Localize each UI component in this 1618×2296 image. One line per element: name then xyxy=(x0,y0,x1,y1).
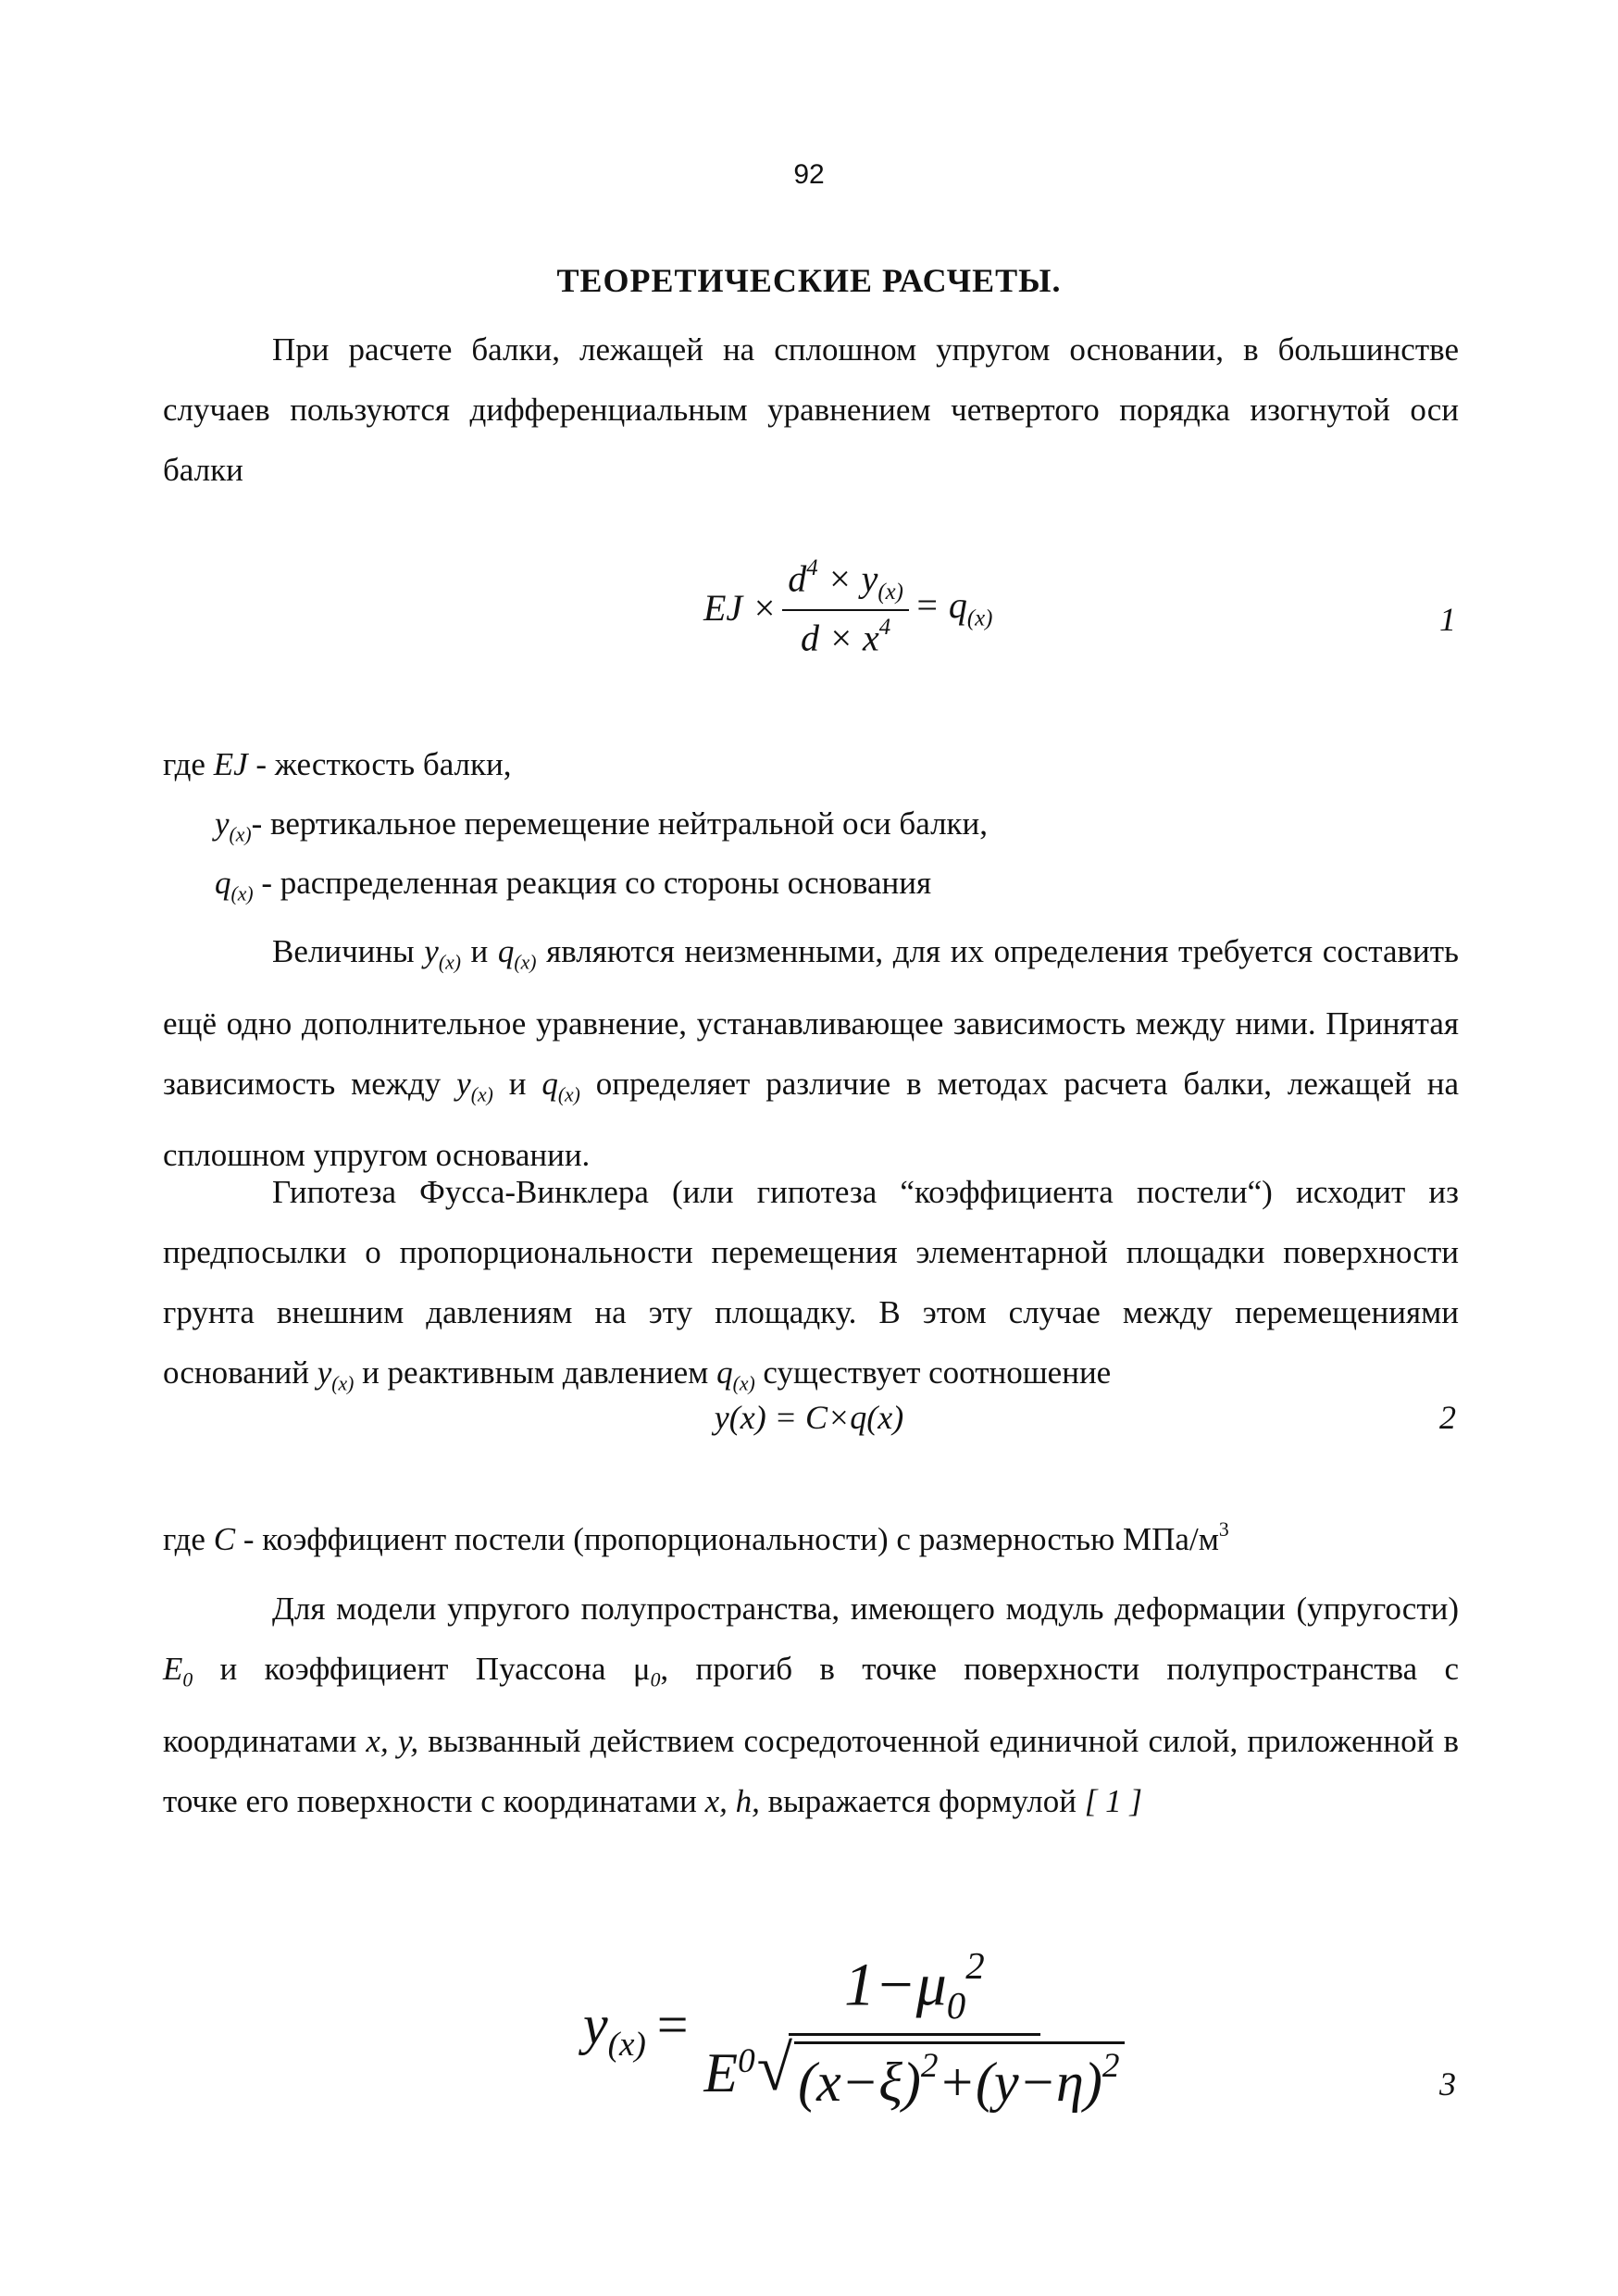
sqrt-icon: √ xyxy=(756,2032,793,2104)
eq1-denominator: $d \times x^4$ xyxy=(800,615,891,659)
page-number: 92 xyxy=(793,159,825,190)
definition-y: $y_{(x)}-$ вертикальное перемещение нейтральной оси балки, xyxy=(215,805,989,846)
equation-2: y(x) = C×q(x) xyxy=(714,1399,904,1436)
eq1-fraction xyxy=(782,555,909,659)
paragraph-quantities: Величины $y_{(x)}$ и $q_{(x)}$ являются неизменными, для их определения требуется составить ещё одно дополнительное уравнение, устанавливающее зависимость между ними. Принятая зависимость между $y_{(x)}$ и $q_{(x)}$ определяет различие в методах расчета балки, лежащей на сплошном упругом основании. xyxy=(163,933,1459,1174)
eq1-lhs: EJ × xyxy=(703,586,778,629)
eq1-numerator: $d^4 \times y_{(x)}$ xyxy=(782,555,909,611)
paragraph-winkler-hypothesis: Гипотеза Фусса-Винклера (или гипотеза “коэффициента постели“) исходит из предпосылки о пропорциональности перемещения элементарной площадки поверхности грунта внешним давлениям на эту площадку. В этом случае между перемещениями оснований $y_{(x)}$ и реактивным давлением $q_{(x)}$ существует соотношение xyxy=(163,1174,1459,1395)
equation-1 xyxy=(703,555,992,659)
eq3-fraction xyxy=(703,1944,1125,2115)
equation-3 xyxy=(583,1944,1125,2115)
eq3-radicand: $(x-\xi)^2+(y-\eta)^2$ xyxy=(794,2041,1125,2115)
eq3-numerator: $1-\mu_0^2$ xyxy=(789,1944,1040,2036)
eq3-denominator: E $^0$ √ $(x-\xi)^2+(y-\eta)^2$ xyxy=(703,2036,1125,2115)
paragraph-elastic-halfspace: Для модели упругого полупространства, имеющего модуль деформации (упругости) $E_0$ и коэффициент Пуассона $\mu_0$, прогиб в точке поверхности полупространства с координатами x, y, вызванный действием сосредоточенной единичной силой, приложенной в точке его поверхности с координатами x, h, выражается формулой [ 1 ] xyxy=(163,1591,1460,1819)
equation-1-number: 1 xyxy=(1439,601,1456,638)
equation-3-number: 3 xyxy=(1439,2065,1456,2103)
section-heading: ТЕОРЕТИЧЕСКИЕ РАСЧЕТЫ. xyxy=(556,262,1062,299)
paragraph-intro: При расчете балки, лежащей на сплошном упругом основании, в большинстве случаев пользуются дифференциальным уравнением четвертого порядка изогнутой оси балки xyxy=(163,331,1459,488)
definition-c: где C - коэффициент постели (пропорциональности) с размерностью МПа/$м^3$ xyxy=(163,1518,1229,1558)
definition-q: $q_{(x)}$ - распределенная реакция со стороны основания xyxy=(215,865,932,905)
equation-2-number: 2 xyxy=(1439,1399,1456,1436)
eq1-rhs: = $q_{(x)}$ xyxy=(914,583,993,631)
definition-ej: где EJ - жесткость балки, xyxy=(163,746,512,782)
eq3-lhs: $y_{(x)}$ = xyxy=(583,1994,691,2065)
